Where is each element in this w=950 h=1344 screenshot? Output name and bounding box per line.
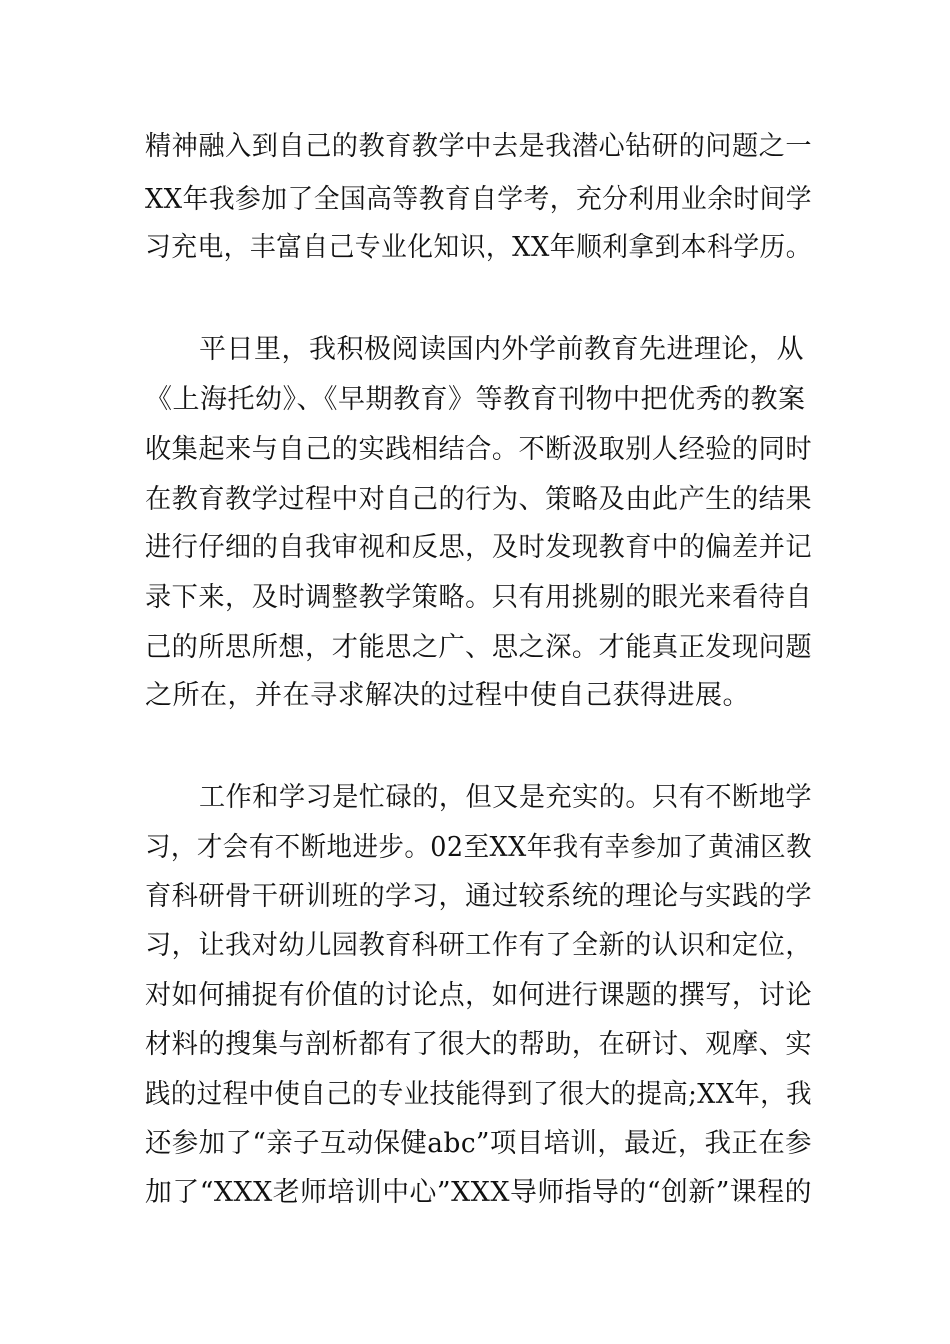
paragraph-line: 在教育教学过程中对自己的行为、策略及由此产生的结果 (145, 484, 812, 515)
paragraph-line: 之所在，并在寻求解决的过程中使自己获得进展。 (145, 680, 750, 711)
paragraph-line: 平日里，我积极阅读国内外学前教育先进理论，从 (199, 334, 804, 365)
paragraph-line: 习充电，丰富自己专业化知识，XX年顺利拿到本科学历。 (145, 232, 812, 263)
paragraph-line: 育科研骨干研训班的学习，通过较系统的理论与实践的学 (145, 881, 812, 912)
paragraph-line: XX年我参加了全国高等教育自学考，充分利用业余时间学 (145, 184, 812, 215)
paragraph-line: 对如何捕捉有价值的讨论点，如何进行课题的撰写，讨论 (145, 980, 812, 1011)
paragraph-line: 还参加了“亲子互动保健abc”项目培训，最近，我正在参 (145, 1128, 812, 1159)
paragraph-line: 录下来，及时调整教学策略。只有用挑剔的眼光来看待自 (145, 582, 812, 613)
paragraph-line: 习，才会有不断地进步。02至XX年我有幸参加了黄浦区教 (145, 832, 812, 863)
paragraph-line: 习，让我对幼儿园教育科研工作有了全新的认识和定位， (145, 930, 812, 961)
paragraph-line: 工作和学习是忙碌的，但又是充实的。只有不断地学 (199, 782, 812, 813)
paragraph-line: 收集起来与自己的实践相结合。不断汲取别人经验的同时 (145, 434, 812, 465)
paragraph-line: 进行仔细的自我审视和反思，及时发现教育中的偏差并记 (145, 532, 812, 563)
paragraph-line: 践的过程中使自己的专业技能得到了很大的提高;XX年，我 (145, 1079, 812, 1110)
paragraph-line: 《上海托幼》、《早期教育》等教育刊物中把优秀的教案 (145, 384, 806, 415)
paragraph-line: 精神融入到自己的教育教学中去是我潜心钻研的问题之一 (145, 131, 812, 162)
paragraph-line: 材料的搜集与剖析都有了很大的帮助，在研讨、观摩、实 (145, 1029, 812, 1060)
paragraph-line: 加了“XXX老师培训中心”XXX导师指导的“创新”课程的 (145, 1177, 812, 1208)
paragraph-line: 己的所思所想，才能思之广、思之深。才能真正发现问题 (145, 632, 812, 663)
